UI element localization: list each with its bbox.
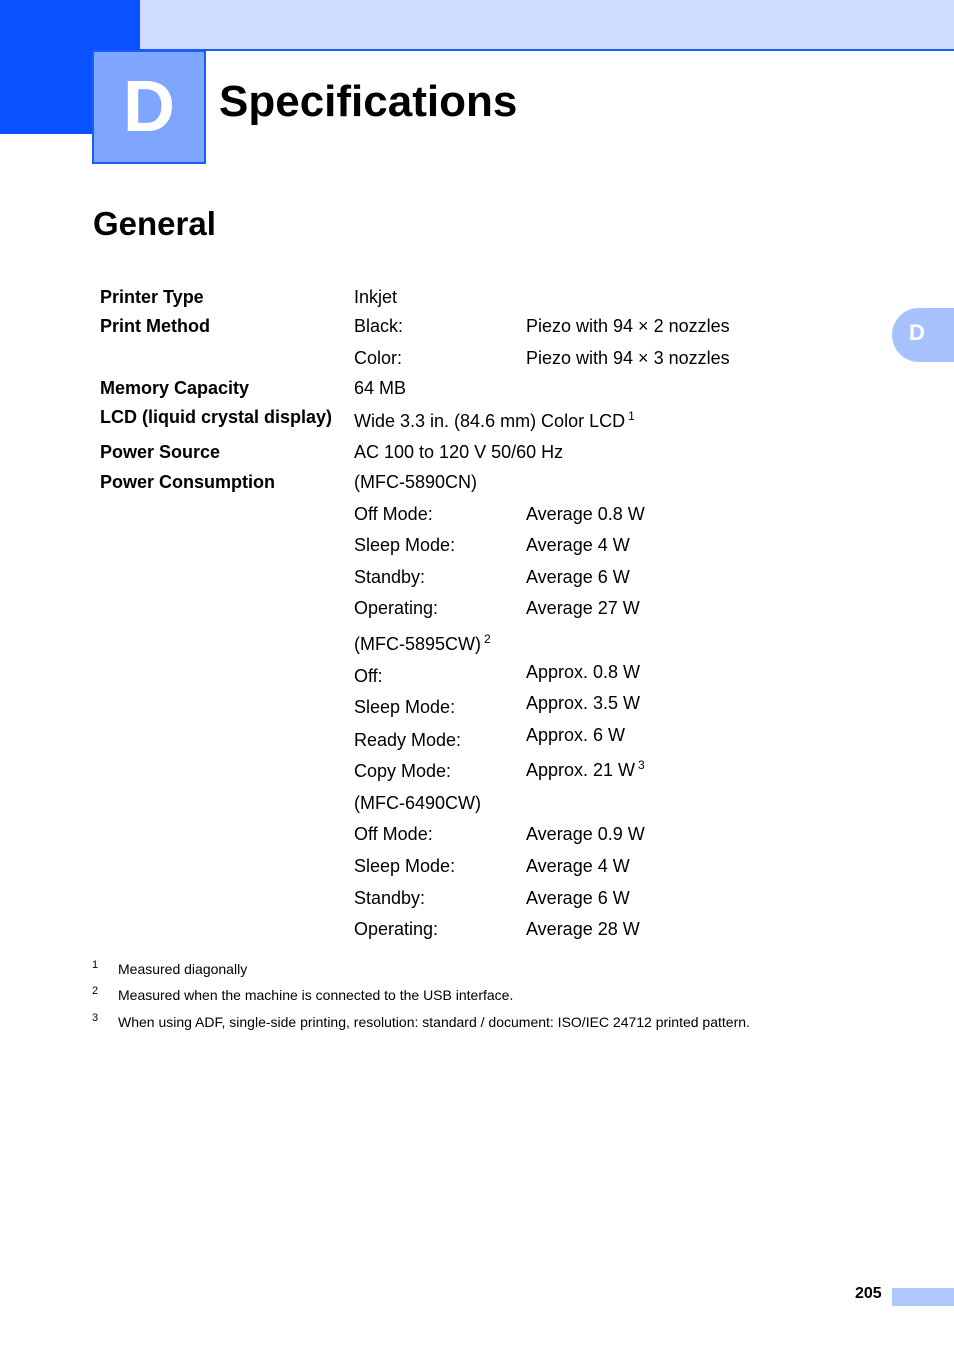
color-value: Piezo with 94 × 3 nozzles — [526, 348, 730, 368]
mode-value: Approx. 6 W — [526, 725, 626, 745]
mode-value: Average 0.9 W — [526, 824, 645, 844]
page-number: 205 — [855, 1285, 882, 1302]
model-name: (MFC-6490CW) — [354, 793, 482, 813]
color-label: Color: — [354, 348, 403, 368]
mode-value: Average 4 W — [526, 535, 630, 555]
mode-label: Off Mode: — [354, 504, 433, 524]
mode-label: Operating: — [354, 919, 439, 939]
footnote-ref-2: 2 — [484, 632, 491, 646]
power-source-label: Power Source — [100, 442, 221, 462]
power-source-value: AC 100 to 120 V 50/60 Hz — [354, 442, 564, 462]
mode-value: Average 4 W — [526, 856, 630, 876]
mode-value: Average 0.8 W — [526, 504, 645, 524]
mode-label: Ready Mode: — [354, 730, 462, 750]
model-name: (MFC-5890CN) — [354, 472, 478, 492]
mode-value: Average 27 W — [526, 598, 640, 618]
mode-label: Operating: — [354, 598, 439, 618]
mode-value: Approx. 0.8 W — [526, 662, 641, 682]
black-label: Black: — [354, 316, 404, 336]
mode-label: Sleep Mode: — [354, 856, 456, 876]
mode-label: Copy Mode: — [354, 761, 452, 781]
footnote-text: When using ADF, single-side printing, resolution: standard / document: ISO/IEC 24712 printed pattern. — [118, 1014, 750, 1030]
mode-value-text: Approx. 21 W — [526, 760, 636, 780]
model-name — [354, 633, 491, 655]
footnote-number: 1 — [92, 959, 99, 971]
footnote-number: 2 — [92, 985, 99, 997]
lcd-value-text: Wide 3.3 in. (84.6 mm) Color LCD — [354, 411, 626, 431]
mode-value: Average 28 W — [526, 919, 640, 939]
printer-type-value: Inkjet — [354, 287, 398, 307]
footnote-ref-3: 3 — [638, 758, 645, 772]
black-value: Piezo with 94 × 2 nozzles — [526, 316, 730, 336]
print-method-label: Print Method — [100, 316, 210, 336]
mode-value: Average 6 W — [526, 567, 630, 587]
printer-type-label: Printer Type — [100, 287, 204, 307]
chapter-title: Specifications — [219, 77, 518, 126]
power-consumption-label: Power Consumption — [100, 472, 275, 492]
mode-label: Standby: — [354, 888, 426, 908]
mode-label: Off: — [354, 666, 383, 686]
page-number-bar — [892, 1288, 954, 1306]
lcd-label: LCD (liquid crystal display) — [100, 407, 333, 427]
mode-value: Average 6 W — [526, 888, 630, 908]
mode-value — [526, 759, 645, 781]
footnote-ref-1: 1 — [628, 409, 635, 423]
mode-label: Off Mode: — [354, 824, 433, 844]
footnote-number: 3 — [92, 1012, 99, 1024]
lcd-value — [354, 410, 635, 432]
header-band — [140, 0, 954, 51]
mode-label: Sleep Mode: — [354, 697, 456, 717]
section-title: General — [93, 205, 216, 242]
chapter-letter-box: D — [92, 50, 206, 164]
footnote-text: Measured diagonally — [118, 961, 248, 977]
mode-label: Standby: — [354, 567, 426, 587]
memory-capacity-value: 64 MB — [354, 378, 407, 398]
model-name-text: (MFC-5895CW) — [354, 634, 482, 654]
footnote-text: Measured when the machine is connected to the USB interface. — [118, 987, 514, 1003]
side-tab-d[interactable]: D — [892, 308, 954, 362]
mode-value: Approx. 3.5 W — [526, 693, 641, 713]
mode-label: Sleep Mode: — [354, 535, 456, 555]
memory-capacity-label: Memory Capacity — [100, 378, 250, 398]
